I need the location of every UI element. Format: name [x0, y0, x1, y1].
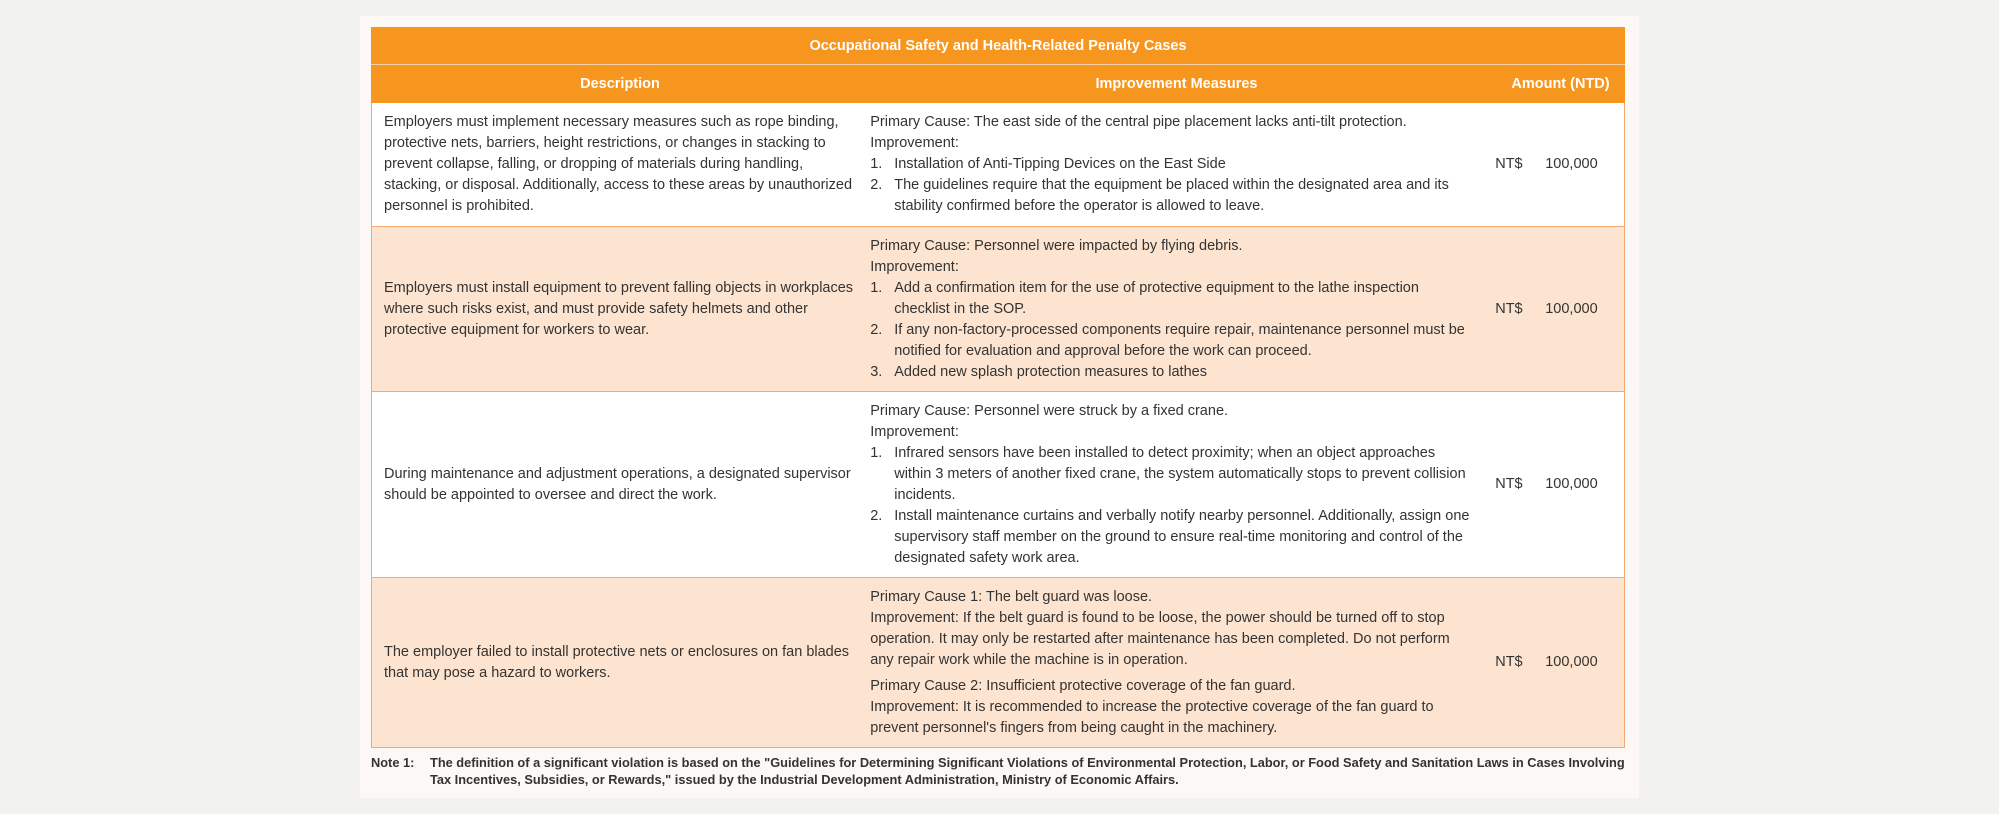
header-improvement-measures: Improvement Measures	[1095, 76, 1258, 92]
currency-label: NT$	[1495, 654, 1523, 670]
cause-block-2	[870, 676, 1475, 739]
currency-label: NT$	[1495, 300, 1523, 317]
improvement-steps	[870, 443, 1475, 569]
row-description: The employer failed to install protective nets or enclosures on fan blades that may pose a hazard to workers.	[384, 643, 850, 681]
improvement-text: Improvement: It is recommended to increase the protective coverage of the fan guard to prevent personnel's fingers from being caught in the machinery.	[870, 698, 1434, 736]
list-item	[870, 443, 1475, 506]
step-number: 2.	[870, 321, 883, 338]
list-item	[870, 175, 1475, 217]
penalty-cases-table	[371, 27, 1625, 748]
step-number: 2.	[870, 177, 883, 193]
step-text: Installation of Anti-Tipping Devices on the East Side	[894, 156, 1226, 172]
list-item	[870, 320, 1475, 362]
row-improvement	[869, 112, 1483, 217]
improvement-steps	[870, 154, 1475, 217]
table-row	[371, 103, 1625, 227]
amount-value: 100,000	[1545, 156, 1598, 172]
table-row	[371, 392, 1625, 578]
primary-cause: Primary Cause: Personnel were struck by a fixed crane.	[870, 402, 1229, 419]
amount-value: 100,000	[1545, 654, 1598, 670]
step-number: 3.	[870, 363, 883, 380]
improvement-text: Improvement: If the belt guard is found to be loose, the power should be turned off to stop operation. It may only be restarted after maintenance has been completed. Do not perform any repair work while the machine is in operation.	[870, 609, 1450, 668]
step-number: 2.	[870, 507, 883, 524]
step-text: Install maintenance curtains and verbally notify nearby personnel. Additionally, assign one supervisory staff member on the ground to ensure real-time monitoring and control of the designated safety work area.	[894, 507, 1470, 566]
primary-cause: Primary Cause 1: The belt guard was loose.	[870, 588, 1153, 605]
footnote-text: The definition of a significant violation is based on the "Guidelines for Determining Significant Violations of Environmental Protection, Labor, or Food Safety and Sanitation Laws in Cases Involving Tax Incentives, Subsidies, or Rewards," issued by the Industrial Development Administration, Ministry of Economic Affairs.	[430, 755, 1625, 787]
footnote	[371, 754, 1627, 788]
row-description: Employers must install equipment to prevent falling objects in workplaces where such risks exist, and must provide safety helmets and other protective equipment for workers to wear.	[384, 279, 854, 338]
step-text: Add a confirmation item for the use of protective equipment to the lathe inspection checklist in the SOP.	[894, 279, 1419, 317]
currency-label: NT$	[1495, 476, 1523, 492]
step-number: 1.	[870, 156, 883, 172]
improvement-steps	[870, 278, 1475, 383]
row-improvement	[869, 236, 1483, 383]
row-amount	[1483, 299, 1624, 320]
header-description: Description	[580, 76, 660, 92]
list-item	[870, 362, 1475, 383]
row-description: During maintenance and adjustment operations, a designated supervisor should be appointed to oversee and direct the work.	[384, 465, 851, 503]
improvement-label: Improvement:	[870, 258, 959, 275]
row-description: Employers must implement necessary measures such as rope binding, protective nets, barriers, height restrictions, or changes in stacking to prevent collapse, falling, or dropping of materials during handling, stacking, or disposal. Additionally, access to these areas by unauthorized personnel is prohibited.	[384, 114, 853, 214]
primary-cause: Primary Cause: Personnel were impacted by flying debris.	[870, 237, 1243, 254]
table-row	[371, 227, 1625, 392]
table-title: Occupational Safety and Health-Related Penalty Cases	[371, 27, 1625, 65]
footnote-label: Note 1:	[371, 755, 415, 770]
improvement-label: Improvement:	[870, 423, 959, 440]
row-amount	[1483, 154, 1624, 175]
cause-block-1	[870, 587, 1475, 671]
header-amount: Amount (NTD)	[1511, 76, 1610, 92]
step-text: The guidelines require that the equipment be placed within the designated area and its stability confirmed before the operator is allowed to leave.	[894, 177, 1449, 214]
row-improvement	[869, 587, 1483, 739]
primary-cause: Primary Cause 2: Insufficient protective coverage of the fan guard.	[870, 677, 1296, 694]
table-header-row	[371, 65, 1625, 103]
list-item	[870, 154, 1475, 175]
step-text: Infrared sensors have been installed to detect proximity; when an object approaches within 3 meters of another fixed crane, the system automatically stops to prevent collision incidents.	[894, 444, 1466, 503]
primary-cause: Primary Cause: The east side of the central pipe placement lacks anti-tilt protection.	[870, 114, 1407, 130]
list-item	[870, 278, 1475, 320]
amount-value: 100,000	[1545, 476, 1598, 492]
step-number: 1.	[870, 279, 883, 296]
currency-label: NT$	[1495, 156, 1523, 172]
step-number: 1.	[870, 444, 883, 461]
amount-value: 100,000	[1545, 300, 1598, 317]
improvement-label: Improvement:	[870, 135, 959, 151]
row-amount	[1483, 652, 1624, 673]
table-row	[371, 578, 1625, 748]
list-item	[870, 506, 1475, 569]
step-text: Added new splash protection measures to lathes	[894, 363, 1207, 380]
row-amount	[1483, 474, 1624, 495]
row-improvement	[869, 401, 1483, 569]
step-text: If any non-factory-processed components require repair, maintenance personnel must be notified for evaluation and approval before the work can proceed.	[894, 321, 1465, 359]
